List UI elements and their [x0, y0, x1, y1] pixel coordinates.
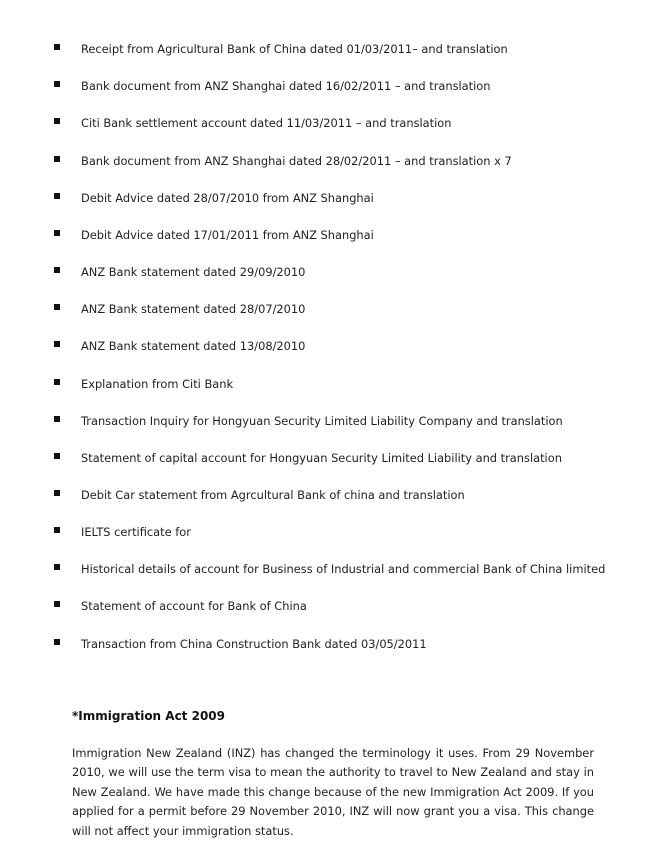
list-item-text: ANZ Bank statement dated 28/07/2010: [81, 302, 306, 316]
list-item-text: Statement of account for Bank of China: [81, 599, 307, 613]
bullet-icon: [54, 118, 60, 124]
list-item-text: Bank document from ANZ Shanghai dated 16/02/2011 – and translation: [81, 79, 491, 93]
bullet-icon: [54, 490, 60, 496]
list-item-text: IELTS certificate for: [81, 525, 191, 539]
bullet-icon: [54, 341, 60, 347]
list-item-text: ANZ Bank statement dated 29/09/2010: [81, 265, 306, 279]
list-item-text: Explanation from Citi Bank: [81, 377, 234, 391]
list-item: [0, 450, 672, 470]
list-item: [0, 264, 672, 284]
list-item: [0, 376, 672, 396]
bullet-icon: [54, 267, 60, 273]
list-item: [0, 301, 672, 321]
note-heading: *Immigration Act 2009: [72, 709, 225, 723]
list-item: [0, 227, 672, 247]
list-item-text: Debit Car statement from Agrcultural Bank of china and translation: [81, 488, 465, 502]
bullet-icon: [54, 193, 60, 199]
list-item-text: Historical details of account for Business of Industrial and commercial Bank of China limited: [81, 562, 606, 576]
list-item: [0, 115, 672, 135]
list-item: [0, 190, 672, 210]
list-item-text: Citi Bank settlement account dated 11/03/2011 – and translation: [81, 116, 452, 130]
list-item: [0, 153, 672, 173]
list-item: [0, 338, 672, 358]
bullet-icon: [54, 564, 60, 570]
list-item-text: Debit Advice dated 17/01/2011 from ANZ Shanghai: [81, 228, 374, 242]
bullet-icon: [54, 527, 60, 533]
list-item: [0, 524, 672, 544]
bullet-icon: [54, 379, 60, 385]
list-item: [0, 78, 672, 98]
list-item-text: Receipt from Agricultural Bank of China dated 01/03/2011– and translation: [81, 42, 508, 56]
list-item: [0, 561, 672, 581]
bullet-icon: [54, 639, 60, 645]
bullet-icon: [54, 156, 60, 162]
bullet-icon: [54, 44, 60, 50]
list-item-text: Statement of capital account for Hongyuan Security Limited Liability and translation: [81, 451, 562, 465]
bullet-icon: [54, 230, 60, 236]
bullet-icon: [54, 416, 60, 422]
list-item-text: ANZ Bank statement dated 13/08/2010: [81, 339, 306, 353]
list-item: [0, 636, 672, 656]
bullet-icon: [54, 601, 60, 607]
bullet-icon: [54, 453, 60, 459]
list-item: [0, 598, 672, 618]
list-item-text: Debit Advice dated 28/07/2010 from ANZ Shanghai: [81, 191, 374, 205]
list-item: [0, 413, 672, 433]
list-item-text: Transaction Inquiry for Hongyuan Security Limited Liability Company and translation: [81, 414, 563, 428]
note-paragraph: Immigration New Zealand (INZ) has changed the terminology it uses. From 29 November 2010, we will use the term visa to mean the authority to travel to New Zealand and stay in New Zealand. We have made this change because of the new Immigration Act 2009. If you applied for a permit before 29 November 2010, INZ will now grant you a visa. This change will not affect your immigration status.: [72, 746, 594, 838]
bullet-icon: [54, 81, 60, 87]
list-item-text: Transaction from China Construction Bank dated 03/05/2011: [81, 637, 427, 651]
list-item-text: Bank document from ANZ Shanghai dated 28/02/2011 – and translation x 7: [81, 154, 512, 168]
bullet-icon: [54, 304, 60, 310]
list-item: [0, 487, 672, 507]
list-item: [0, 41, 672, 61]
